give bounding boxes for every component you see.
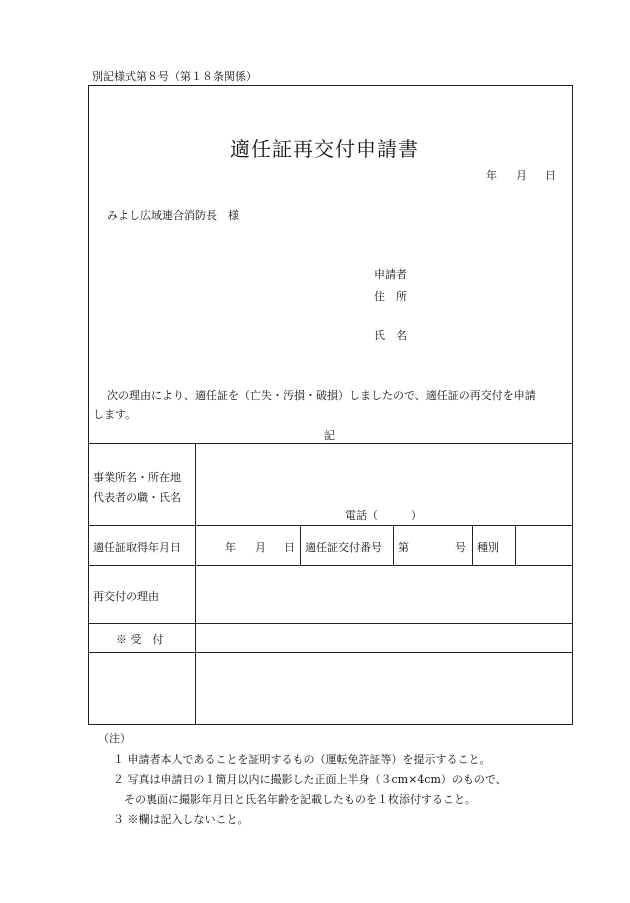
label-column-line [195, 443, 196, 725]
date-divider-line [300, 525, 301, 565]
note-item-2b: その裏面に撮影年月日と氏名年齢を記載したものを１枚添付すること。 [124, 793, 476, 806]
applicant-address-label: 住 所 [374, 290, 407, 303]
row-line-3 [88, 623, 573, 624]
reason-label: 再交付の理由 [93, 590, 159, 603]
issue-number-go: 号 [455, 541, 466, 554]
number-divider-line [393, 525, 394, 565]
form-frame [88, 85, 573, 725]
row-line-2 [88, 565, 573, 566]
acquired-year: 年 [225, 541, 236, 554]
note-item-2a: ２ 写真は申請日の１箇月以内に撮影した正面上半身（３cm×4cm）のもので、 [113, 773, 507, 786]
note-item-3: ３ ※欄は記入しないこと。 [113, 813, 249, 826]
date-year: 年 [486, 169, 497, 182]
type-value-line [515, 525, 516, 565]
statement-line-1: 次の理由により、適任証を（亡失・汚損・破損）しましたので、適任証の再交付を申請 [107, 389, 536, 402]
issue-number-dai: 第 [398, 541, 409, 554]
form-title: 適任証再交付申請書 [230, 137, 419, 161]
acquired-date-label: 適任証取得年月日 [93, 541, 181, 554]
type-divider-line [472, 525, 473, 565]
ki-label: 記 [324, 429, 335, 442]
acquired-month: 月 [255, 541, 266, 554]
receipt-label: ※ 受 付 [116, 633, 164, 646]
type-label: 種別 [477, 541, 499, 554]
form-reference: 別記様式第８号（第１８条関係） [92, 70, 257, 83]
row-line-4 [88, 652, 573, 653]
statement-line-2: します。 [93, 408, 137, 421]
office-label-2: 代表者の職・氏名 [93, 491, 181, 504]
acquired-day: 日 [284, 541, 295, 554]
office-label-1: 事業所名・所在地 [93, 471, 181, 484]
date-month: 月 [516, 169, 527, 182]
row-line-1 [88, 525, 573, 526]
note-item-1: １ 申請者本人であることを証明するもの（運転免許証等）を提示すること。 [113, 753, 491, 766]
applicant-name-label: 氏 名 [374, 329, 407, 342]
notes-header: （注） [98, 732, 131, 745]
issue-number-label: 適任証交付番号 [305, 541, 382, 554]
table-top-line [88, 443, 573, 444]
addressee: みよし広域連合消防長 様 [107, 209, 239, 222]
phone-label: 電話（ ） [345, 509, 422, 522]
applicant-label: 申請者 [374, 268, 407, 281]
date-day: 日 [545, 169, 556, 182]
